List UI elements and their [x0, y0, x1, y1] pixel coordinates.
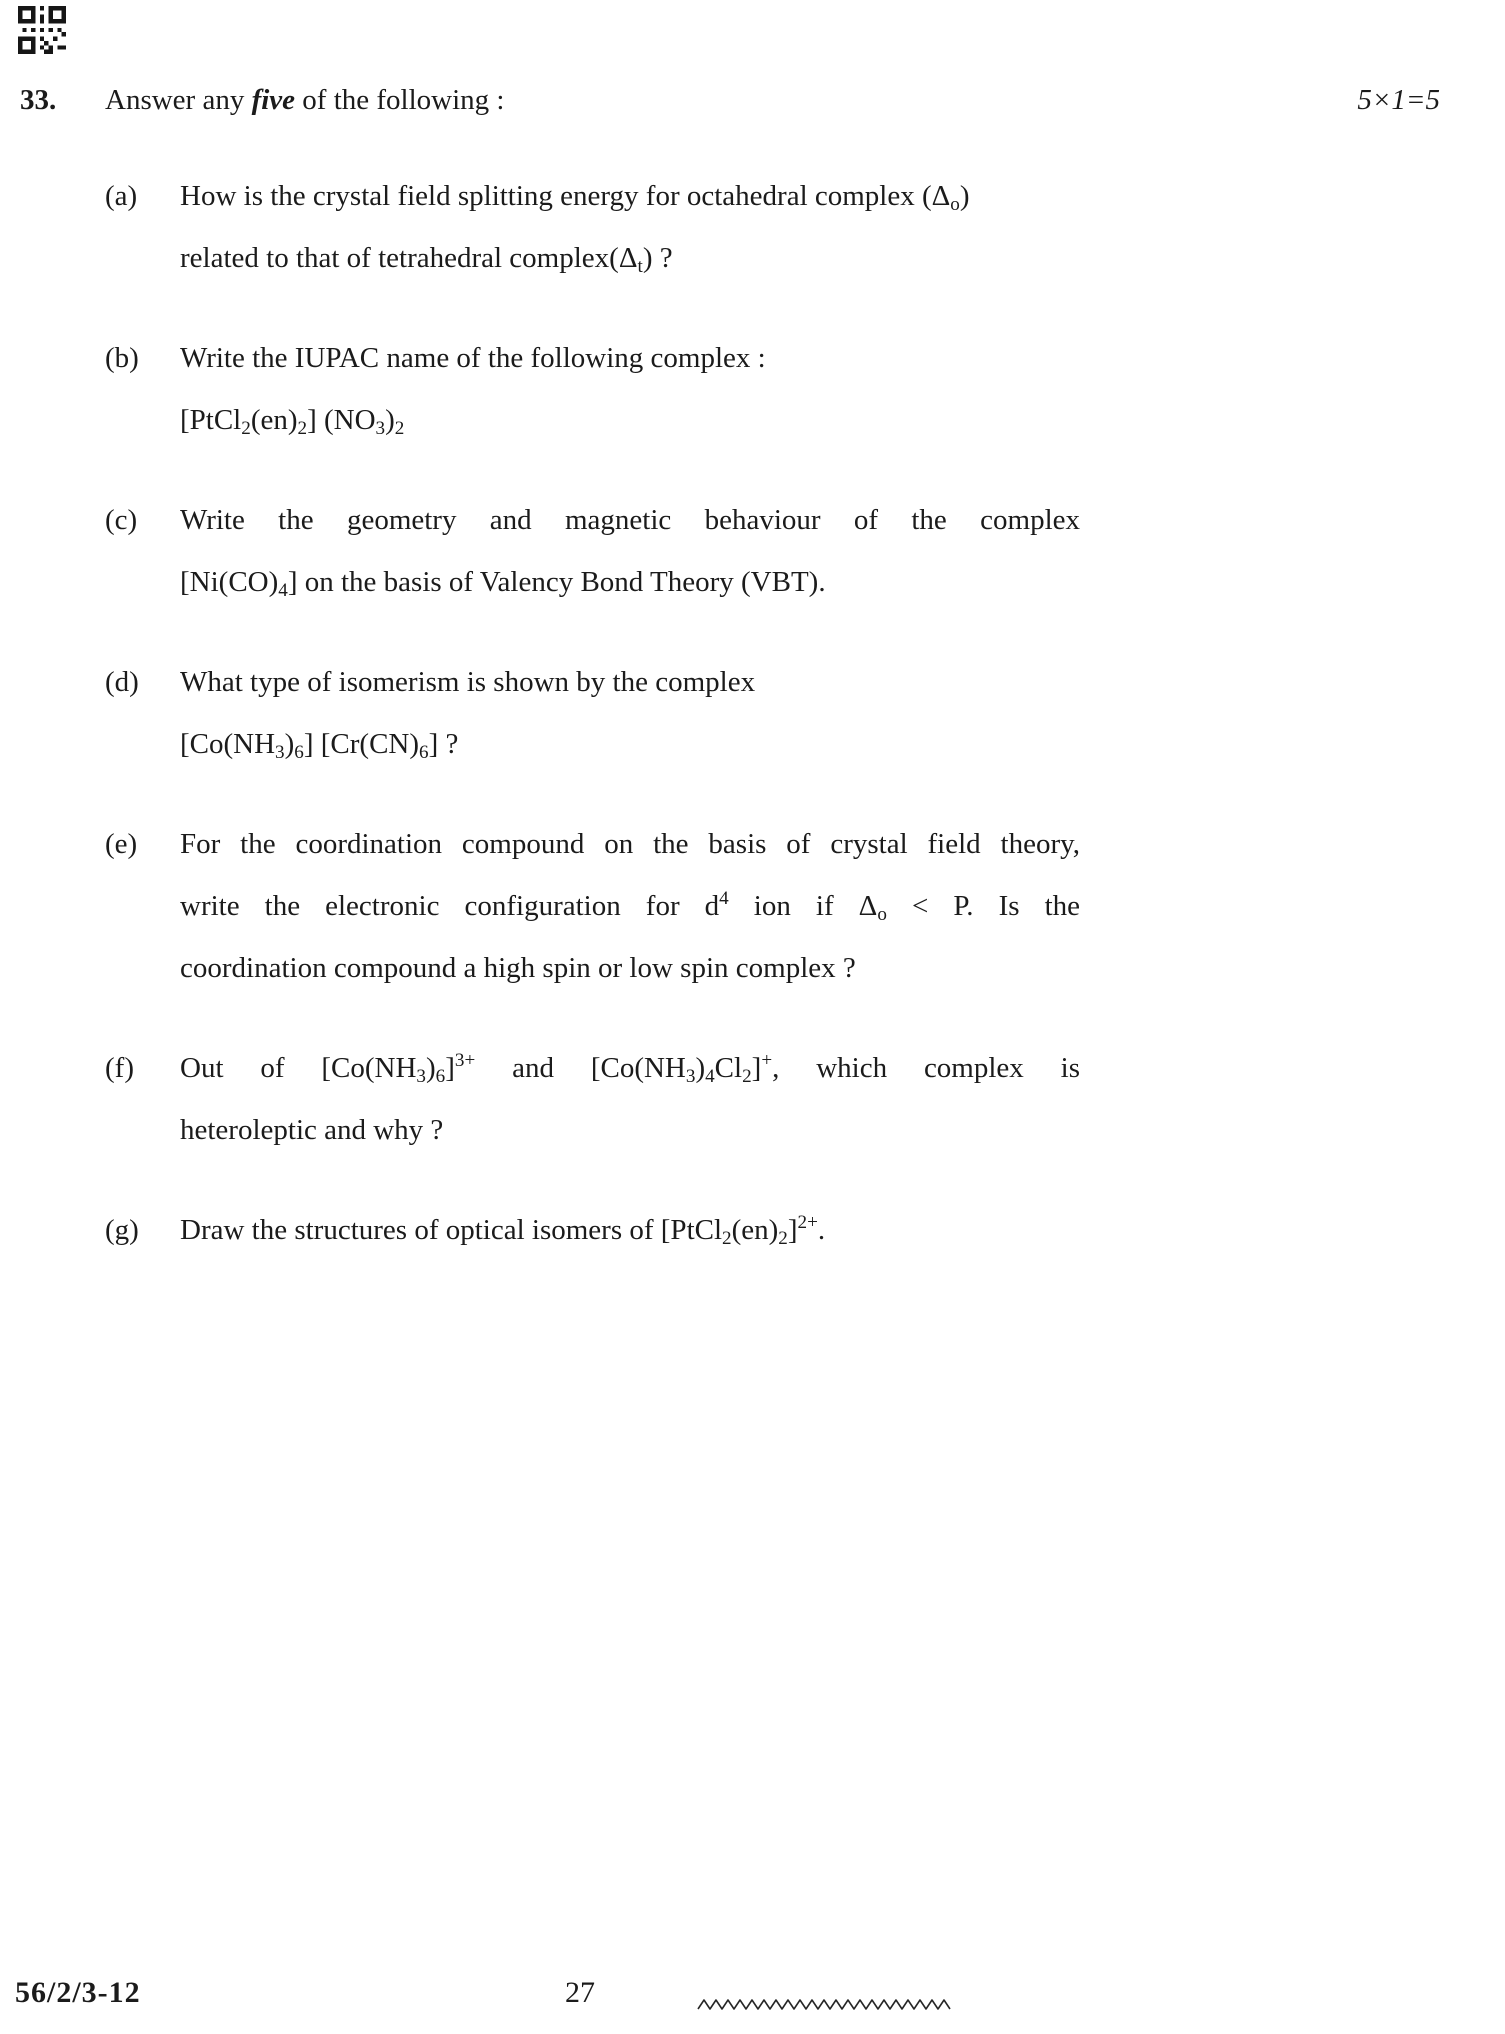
page-number: 27 [565, 1976, 595, 2009]
part-body [180, 327, 1080, 451]
part-body [180, 1199, 1080, 1261]
part-line: For the coordination compound on the basis of crystal field theory, [180, 828, 1080, 860]
part-body [180, 1037, 1080, 1161]
part-line: related to that of tetrahedral $complex(\Delta_t)$ ? [180, 242, 673, 278]
part-line: Out of $[Co(NH_3)_6]^{3+}$ and $[Co(NH_3)_4Cl_2]^+$, which complex is [180, 1050, 1080, 1088]
part-label: (d) [105, 666, 139, 698]
part-body [180, 651, 1080, 775]
part-line: Write the IUPAC name of the following complex : [180, 342, 766, 374]
part-line: How is the crystal field splitting energy for octahedral complex $(\Delta_o)$ [180, 180, 970, 216]
part-body [180, 165, 1080, 289]
question-part [105, 327, 1440, 451]
question-parts [105, 165, 1440, 1261]
part-line: heteroleptic and why ? [180, 1114, 444, 1146]
part-label: (e) [105, 828, 138, 860]
question-number: 33. [20, 84, 57, 116]
part-label: (f) [105, 1052, 134, 1084]
part-body [180, 489, 1080, 613]
question-part [105, 165, 1440, 289]
question-part [105, 1199, 1440, 1261]
question-part [105, 651, 1440, 775]
part-label: (b) [105, 342, 139, 374]
part-line: Write the geometry and magnetic behaviour of the complex [180, 504, 1080, 536]
question-header [20, 80, 1440, 120]
question-heading: Answer any five of the following : [105, 84, 505, 116]
marks-value: 5×1=5 [1357, 84, 1440, 116]
part-body [180, 813, 1080, 999]
page-footer [0, 1972, 1505, 2018]
part-line: write the electronic configuration for $d^4$ ion if $\Delta_o < P$. Is the [180, 888, 1081, 926]
part-line: $[Co(NH_3)_6]$ $[Cr(CN)_6]$ ? [180, 728, 459, 764]
part-line: What type of isomerism is shown by the complex [180, 666, 756, 698]
paper-code: 56/2/3-12 [15, 1976, 141, 2009]
part-line: Draw the structures of optical isomers of $[PtCl_2(en)_2]^{2+}$. [180, 1212, 826, 1250]
part-line: $[Ni(CO)_4]$ on the basis of Valency Bond Theory (VBT). [180, 566, 826, 602]
question-part [105, 813, 1440, 999]
question-part [105, 489, 1440, 613]
squiggle-mark [695, 1988, 955, 2022]
question-part [105, 1037, 1440, 1161]
part-label: (a) [105, 180, 138, 212]
part-line: $[PtCl_2(en)_2]$ $(NO_3)_2$ [180, 404, 405, 440]
part-label: (g) [105, 1214, 139, 1246]
part-line: coordination compound a high spin or low spin complex ? [180, 952, 856, 984]
qr-code-icon [18, 6, 66, 54]
part-label: (c) [105, 504, 138, 536]
